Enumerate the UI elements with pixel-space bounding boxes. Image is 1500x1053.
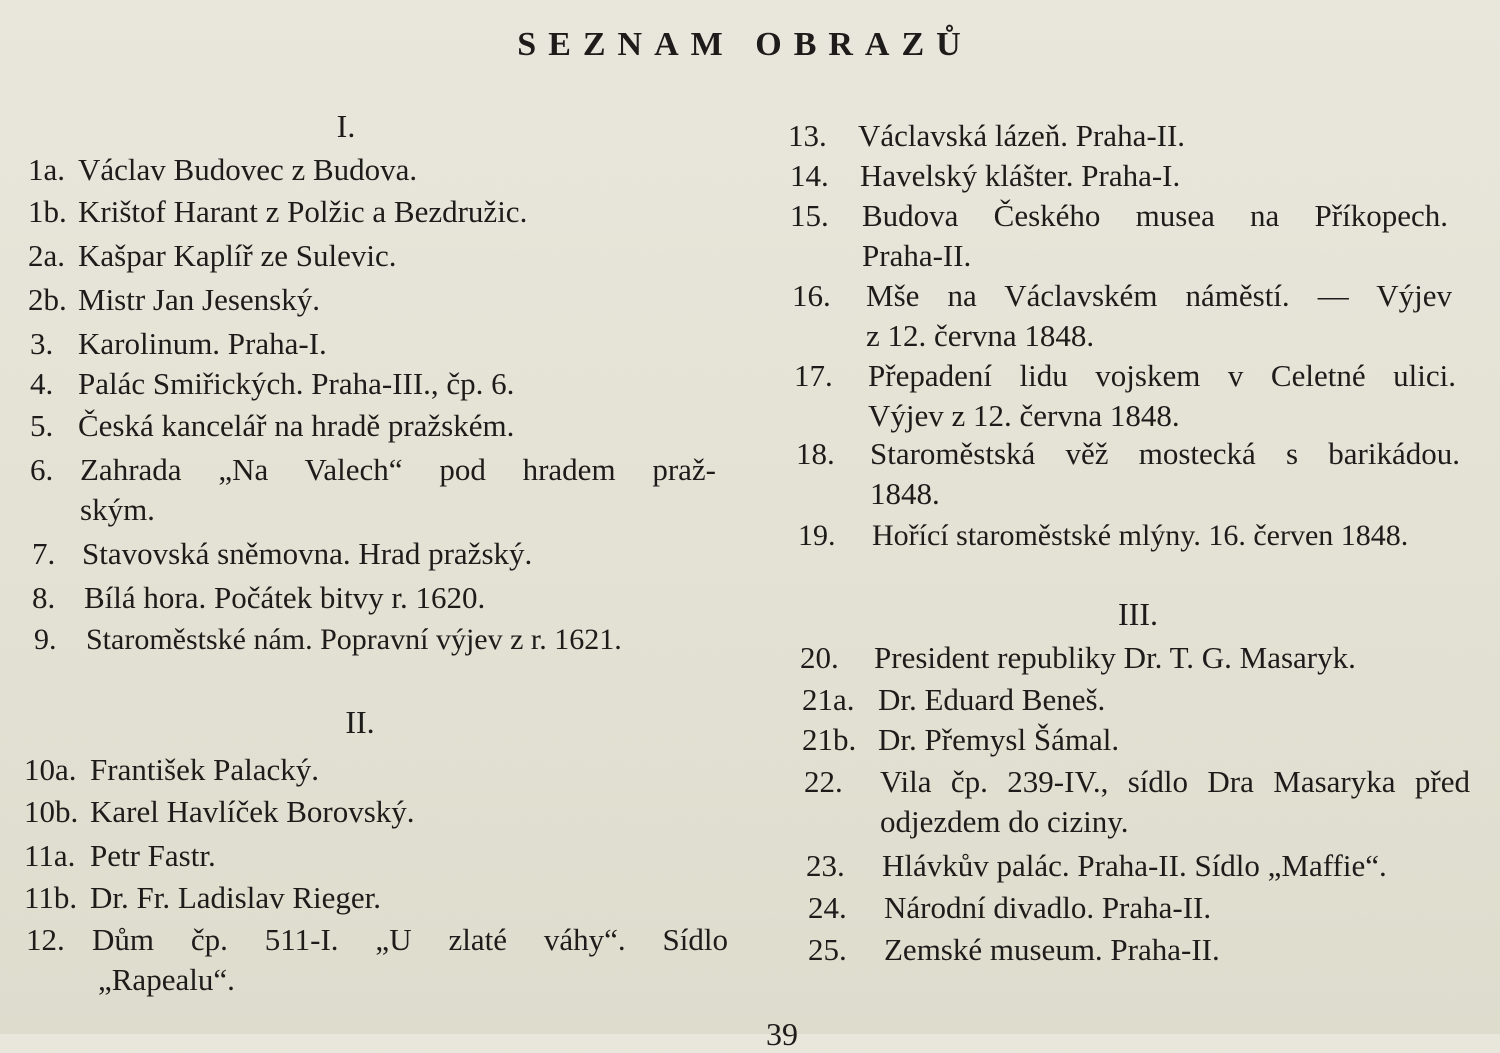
item-number: 2a. (28, 238, 66, 273)
section-heading-1: I. (336, 108, 356, 144)
list-item (24, 792, 415, 832)
item-text: Dr. Eduard Beneš. (878, 682, 1106, 717)
item-text: Karolinum. Praha-I. (78, 326, 327, 361)
item-number: 16. (792, 278, 831, 313)
list-item (788, 116, 1185, 156)
item-number: 9. (34, 623, 57, 656)
list-item (790, 156, 1180, 196)
list-item (808, 930, 1220, 970)
item-number: 8. (32, 580, 56, 615)
item-text: Krištof Harant z Polžic a Bezdružic. (78, 194, 528, 229)
list-item (30, 324, 327, 364)
item-text: Staroměstská věž mostecká s barikádou. (870, 436, 1460, 471)
item-text-continued: z 12. června 1848. (866, 318, 1095, 353)
item-number: 5. (30, 408, 54, 443)
list-item (24, 878, 381, 918)
list-item (806, 846, 1387, 886)
item-number: 22. (804, 764, 843, 799)
item-text: František Palacký. (90, 752, 320, 787)
list-item (28, 280, 320, 320)
section-heading-3: III. (1118, 596, 1158, 632)
item-text: Zahrada „Na Valech“ pod hradem praž- (80, 452, 716, 487)
item-number: 13. (788, 118, 827, 153)
item-number: 11a. (24, 838, 76, 873)
item-text: Palác Smiřických. Praha-III., čp. 6. (78, 366, 515, 401)
list-item (804, 762, 1470, 842)
item-text: Dr. Fr. Ladislav Rieger. (90, 880, 382, 915)
list-item (808, 888, 1211, 928)
item-text-continued: „Rapealu“. (98, 962, 235, 997)
item-text: Budova Českého musea na Příkopech. (862, 198, 1448, 233)
item-text: Mše na Václavském náměstí. — Výjev (866, 278, 1452, 313)
list-item (24, 750, 319, 790)
item-text: Mistr Jan Jesenský. (78, 282, 320, 317)
list-item (26, 920, 728, 1000)
item-number: 11b. (24, 880, 78, 915)
item-text: Kašpar Kaplíř ze Sulevic. (78, 238, 397, 273)
item-number: 12. (26, 922, 65, 957)
item-number: 4. (30, 366, 54, 401)
item-number: 10a. (24, 752, 77, 787)
list-item (30, 406, 514, 446)
list-item (802, 680, 1105, 720)
list-item (32, 534, 532, 574)
list-item (796, 434, 1460, 514)
item-number: 23. (806, 848, 845, 883)
item-number: 1b. (28, 194, 67, 229)
item-number: 25. (808, 932, 847, 967)
list-item (790, 196, 1448, 276)
item-text: Dům čp. 511-I. „U zlaté váhy“. Sídlo (92, 922, 728, 957)
item-number: 10b. (24, 794, 79, 829)
list-item (798, 516, 1408, 556)
list-item (802, 720, 1119, 760)
item-text: Dr. Přemysl Šámal. (878, 722, 1120, 757)
item-number: 21b. (802, 722, 857, 757)
list-item (28, 236, 397, 276)
item-text-continued: odjezdem do ciziny. (880, 804, 1129, 839)
list-item (800, 638, 1356, 678)
item-number: 7. (32, 536, 56, 571)
item-text: Národní divadlo. Praha-II. (884, 890, 1212, 925)
item-text: Havelský klášter. Praha-I. (860, 158, 1181, 193)
list-item (30, 450, 716, 530)
list-item (32, 578, 485, 618)
item-text-continued: Praha-II. (862, 238, 972, 273)
list-item (28, 150, 417, 190)
section-heading-2: II. (345, 704, 375, 740)
item-number: 15. (790, 198, 829, 233)
list-item (792, 276, 1452, 356)
item-text: Stavovská sněmovna. Hrad pražský. (82, 536, 533, 571)
item-number: 2b. (28, 282, 67, 317)
item-number: 14. (790, 158, 829, 193)
item-number: 3. (30, 326, 54, 361)
item-number: 20. (800, 640, 839, 675)
page-number: 39 (766, 1016, 798, 1052)
item-number: 21a. (802, 682, 855, 717)
list-item (28, 192, 527, 232)
list-item (24, 836, 216, 876)
item-text: Hořící staroměstské mlýny. 16. červen 1848. (872, 519, 1409, 552)
item-text: Václav Budovec z Budova. (78, 152, 418, 187)
item-number: 18. (796, 436, 835, 471)
item-text: Staroměstské nám. Popravní výjev z r. 1621. (86, 623, 622, 656)
item-text: Přepadení lidu vojskem v Celetné ulici. (868, 358, 1456, 393)
list-item (34, 620, 622, 660)
item-number: 6. (30, 452, 54, 487)
item-text: Hlávkův palác. Praha-II. Sídlo „Maffie“. (882, 848, 1387, 883)
item-text: Vila čp. 239-IV., sídlo Dra Masaryka před (880, 764, 1470, 799)
item-text-continued: Výjev z 12. června 1848. (868, 398, 1180, 433)
list-item (794, 356, 1456, 436)
item-text: Václavská lázeň. Praha-II. (858, 118, 1186, 153)
item-text-continued: 1848. (870, 476, 940, 511)
item-text-continued: ským. (80, 492, 155, 527)
item-text: Česká kancelář na hradě pražském. (78, 408, 515, 443)
list-item (30, 364, 514, 404)
item-number: 24. (808, 890, 847, 925)
item-text: Karel Havlíček Borovský. (90, 794, 415, 829)
item-text: Zemské museum. Praha-II. (884, 932, 1220, 967)
item-number: 1a. (28, 152, 66, 187)
item-number: 19. (798, 519, 836, 552)
page-title: SEZNAM OBRAZŮ (517, 26, 973, 63)
item-number: 17. (794, 358, 833, 393)
item-text: Bílá hora. Počátek bitvy r. 1620. (84, 580, 486, 615)
item-text: President republiky Dr. T. G. Masaryk. (874, 640, 1356, 675)
item-text: Petr Fastr. (90, 838, 216, 873)
